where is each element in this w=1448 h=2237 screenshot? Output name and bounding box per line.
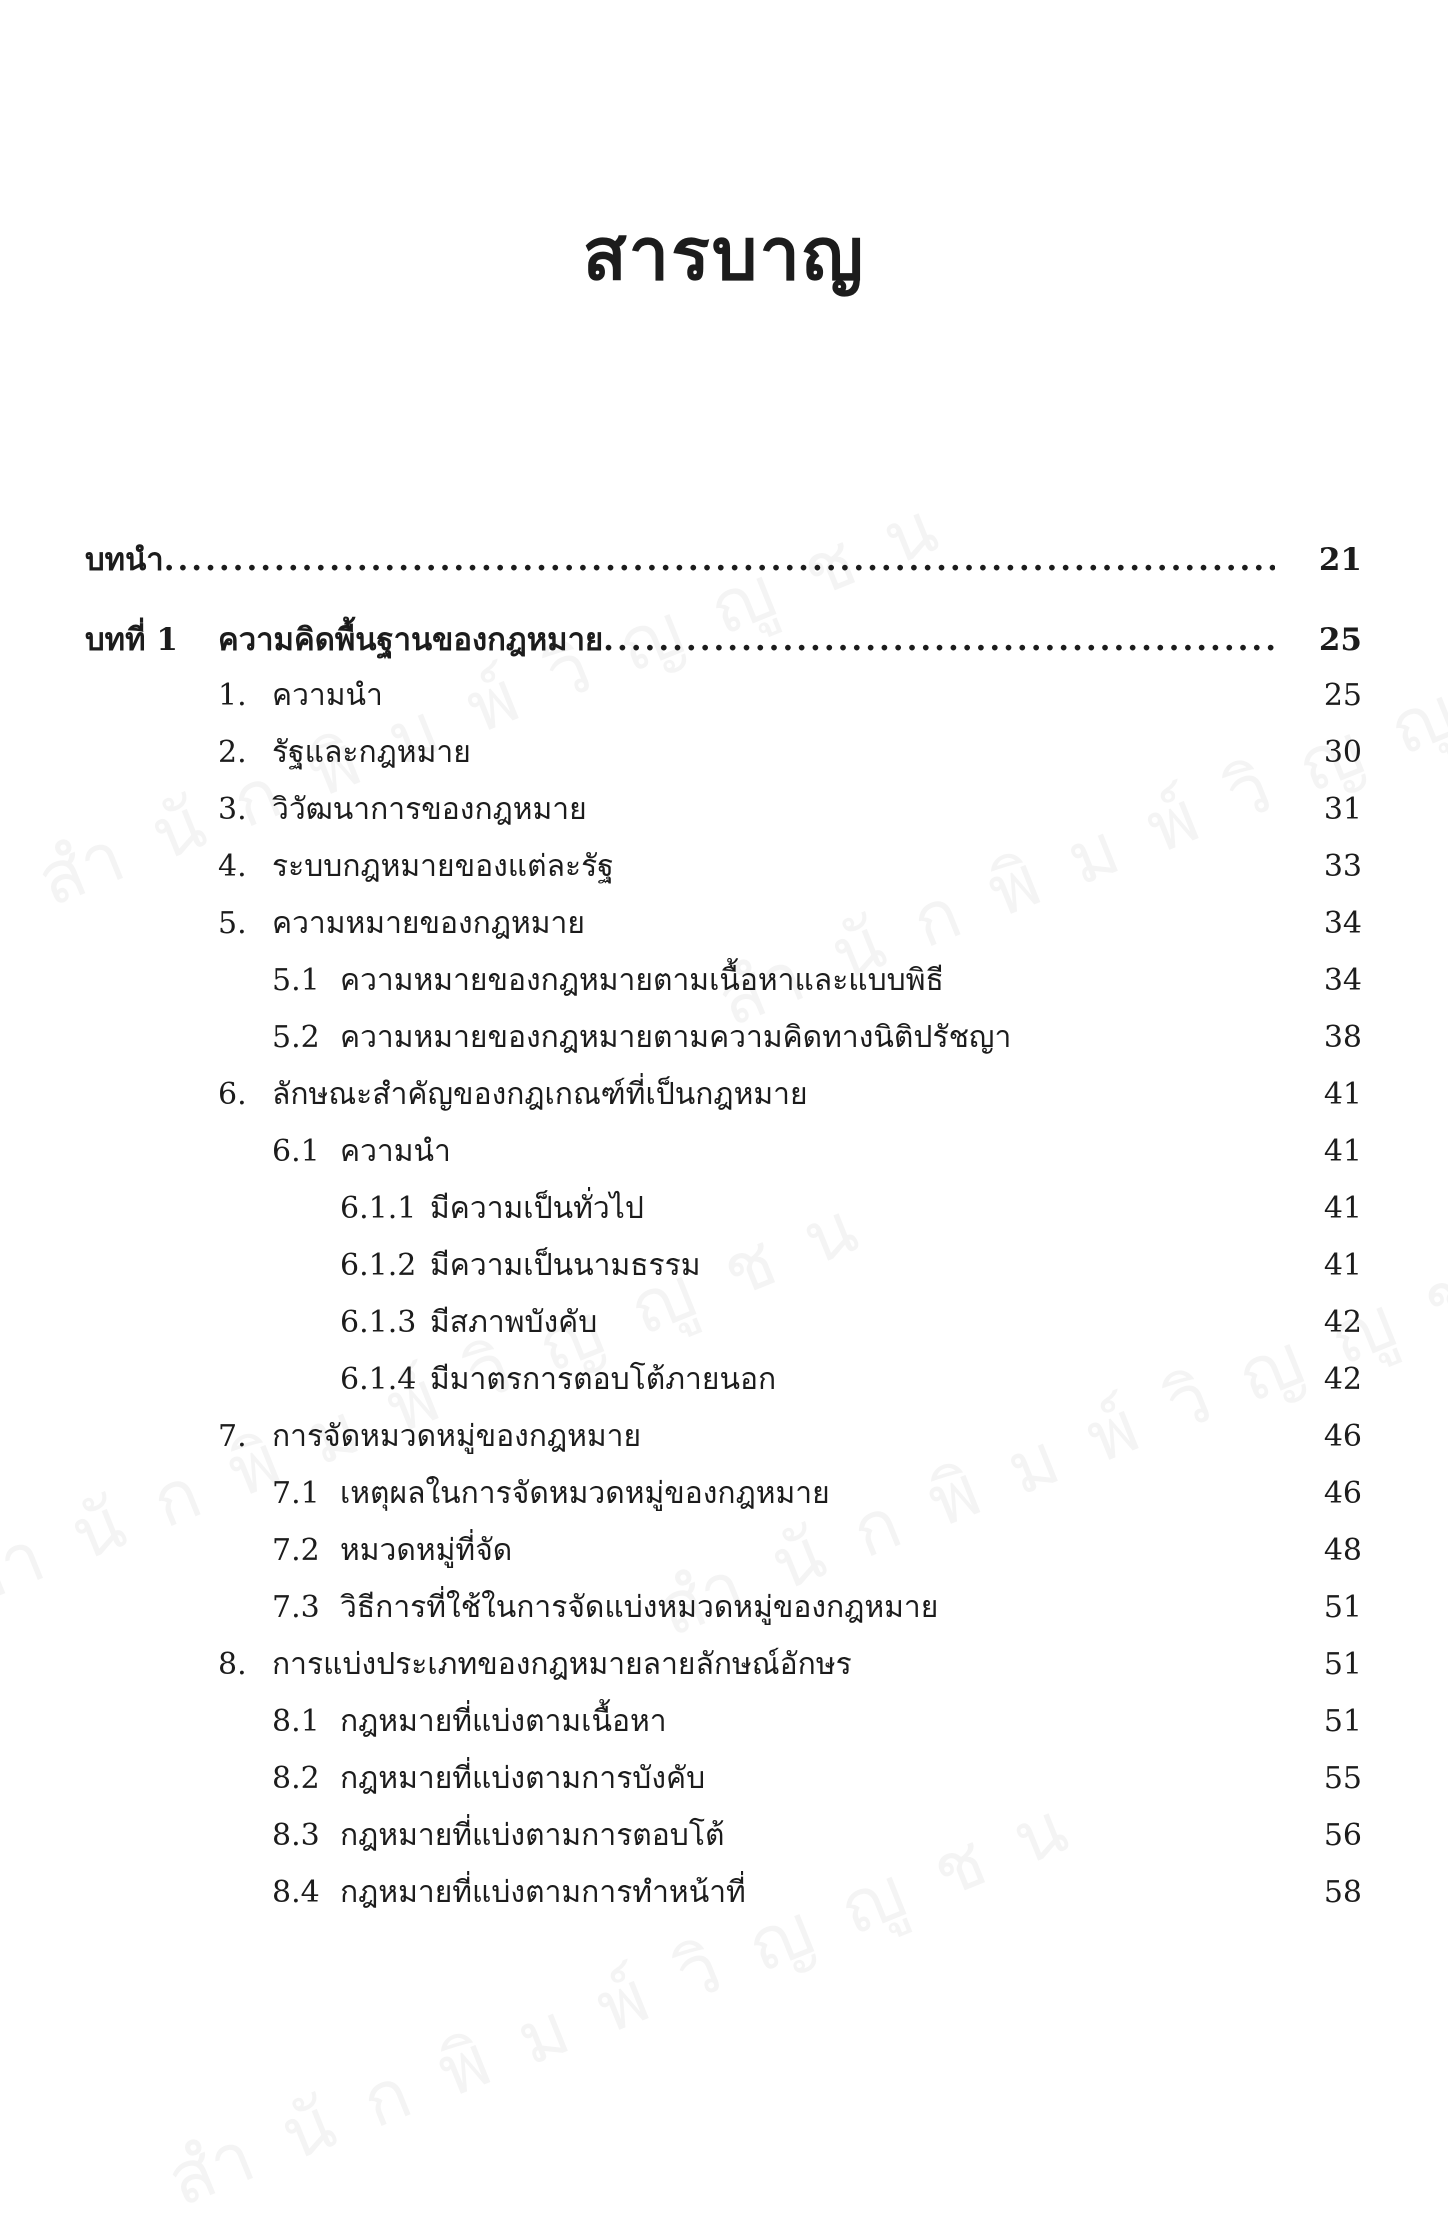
toc-entry-title: เหตุผลในการจัดหมวดหมู่ของกฎหมาย [340,1476,830,1511]
toc-page-number: 41 [1323,1191,1362,1226]
toc-row[interactable] [0,839,1448,895]
toc-entry-number: 7.3 [272,1590,320,1625]
toc-row[interactable] [0,1295,1448,1351]
toc-entry-number: 7.1 [272,1476,320,1511]
toc-page-number: 21 [1318,542,1362,578]
toc-entry-title: ความหมายของกฎหมายตามเนื้อหาและแบบพิธี [340,963,944,998]
toc-row[interactable] [0,725,1448,781]
toc-page-number: 51 [1323,1647,1362,1682]
toc-entry-number: 8.3 [272,1818,320,1853]
toc-page-number: 42 [1323,1305,1362,1340]
toc-page-number: 38 [1323,1020,1362,1055]
page-title: สารบาญ [582,211,866,296]
toc-row[interactable] [0,1865,1448,1921]
toc-page-number: 48 [1323,1533,1362,1568]
toc-row[interactable] [0,1808,1448,1864]
toc-entry-title: มีสภาพบังคับ [430,1305,598,1340]
toc-row[interactable] [0,1124,1448,1180]
toc-entry-number: 3. [218,792,247,827]
toc-entry-number: 8.1 [272,1704,320,1739]
toc-page-number: 30 [1323,735,1362,770]
toc-row[interactable] [0,1523,1448,1579]
toc-entry-number: 8.2 [272,1761,320,1796]
toc-entry-title: กฎหมายที่แบ่งตามการทำหน้าที่ [340,1875,746,1910]
toc-entry-number: 6.1 [272,1134,320,1169]
toc-entry-number: 6.1.2 [340,1248,417,1283]
toc-page-number: 51 [1323,1590,1362,1625]
toc-entry-number: 7. [218,1419,247,1454]
toc-entry-number: 6.1.4 [340,1362,417,1397]
toc-entry-with-leader [218,612,1275,668]
toc-row[interactable] [0,668,1448,724]
dot-leader [164,532,1275,588]
toc-entry-number: 6.1.1 [340,1191,417,1226]
toc-page-number: 25 [1323,678,1362,713]
toc-page-number: 41 [1323,1077,1362,1112]
toc-row-chapter-1[interactable] [0,612,1448,668]
toc-entry-title: การแบ่งประเภทของกฎหมายลายลักษณ์อักษร [272,1647,852,1682]
toc-row[interactable] [0,953,1448,1009]
toc-page-number: 55 [1323,1761,1362,1796]
toc-entry-title: รัฐและกฎหมาย [272,735,471,770]
toc-entry-title: กฎหมายที่แบ่งตามการบังคับ [340,1761,706,1796]
toc-page-number: 46 [1323,1476,1362,1511]
toc-page-number: 34 [1323,963,1362,998]
toc-entry-title: กฎหมายที่แบ่งตามการตอบโต้ [340,1818,725,1853]
toc-entry-number: 8.4 [272,1875,320,1910]
toc-page-number: 34 [1323,906,1362,941]
toc-row-intro[interactable] [0,532,1448,588]
toc-page-number: 42 [1323,1362,1362,1397]
toc-entry-title: ความนำ [272,678,383,713]
toc-page-number: 41 [1323,1248,1362,1283]
toc-entry-title: หมวดหมู่ที่จัด [340,1533,513,1568]
dot-leader [603,612,1275,668]
toc-row[interactable] [0,1181,1448,1237]
toc-row[interactable] [0,1352,1448,1408]
toc-page-number: 25 [1318,622,1362,658]
toc-row[interactable] [0,1637,1448,1693]
toc-entry-title: บทนำ [85,542,164,578]
toc-entry-number: 6.1.3 [340,1305,417,1340]
toc-entry-number: 4. [218,849,247,884]
toc-entry-title: มีความเป็นทั่วไป [430,1191,644,1226]
toc-entry-title: กฎหมายที่แบ่งตามเนื้อหา [340,1704,667,1739]
toc-row[interactable] [0,896,1448,952]
toc-entry-title: มีความเป็นนามธรรม [430,1248,701,1283]
toc-row[interactable] [0,1067,1448,1123]
toc-entry-title: วิวัฒนาการของกฎหมาย [272,792,587,827]
toc-row[interactable] [0,1580,1448,1636]
toc-page-number: 41 [1323,1134,1362,1169]
toc-entry-number: 5.1 [272,963,320,998]
toc-row[interactable] [0,1010,1448,1066]
toc-entry-number: 5. [218,906,247,941]
toc-entry-number: 7.2 [272,1533,320,1568]
toc-row[interactable] [0,1238,1448,1294]
toc-entry-title: ความนำ [340,1134,451,1169]
toc-entry-title: ลักษณะสำคัญของกฎเกณฑ์ที่เป็นกฎหมาย [272,1077,808,1112]
toc-page-number: 58 [1323,1875,1362,1910]
toc-page-number: 33 [1323,849,1362,884]
toc-entry-title: ความหมายของกฎหมาย [272,906,585,941]
toc-entry-number: 2. [218,735,247,770]
toc-entry-with-leader [85,532,1275,588]
toc-entry-number: 1. [218,678,247,713]
toc-row[interactable] [0,1751,1448,1807]
toc-page-number: 56 [1323,1818,1362,1853]
toc-entry-title: การจัดหมวดหมู่ของกฎหมาย [272,1419,642,1454]
toc-entry-number: 5.2 [272,1020,320,1055]
toc-entry-title: วิธีการที่ใช้ในการจัดแบ่งหมวดหมู่ของกฎหมาย [340,1590,939,1625]
toc-entry-number: 6. [218,1077,247,1112]
toc-row[interactable] [0,1694,1448,1750]
toc-entry-title: มีมาตรการตอบโต้ภายนอก [430,1362,777,1397]
toc-row[interactable] [0,1409,1448,1465]
toc-row[interactable] [0,1466,1448,1522]
toc-page-number: 51 [1323,1704,1362,1739]
toc-row[interactable] [0,782,1448,838]
toc-entry-number: 8. [218,1647,247,1682]
chapter-label: บทที่ 1 [85,622,178,658]
toc-page-number: 46 [1323,1419,1362,1454]
toc-entry-title: ความหมายของกฎหมายตามความคิดทางนิติปรัชญา [340,1020,1012,1055]
toc-entry-title: ความคิดพื้นฐานของกฎหมาย [218,622,604,658]
toc-page-number: 31 [1323,792,1362,827]
toc-entry-title: ระบบกฎหมายของแต่ละรัฐ [272,849,614,884]
